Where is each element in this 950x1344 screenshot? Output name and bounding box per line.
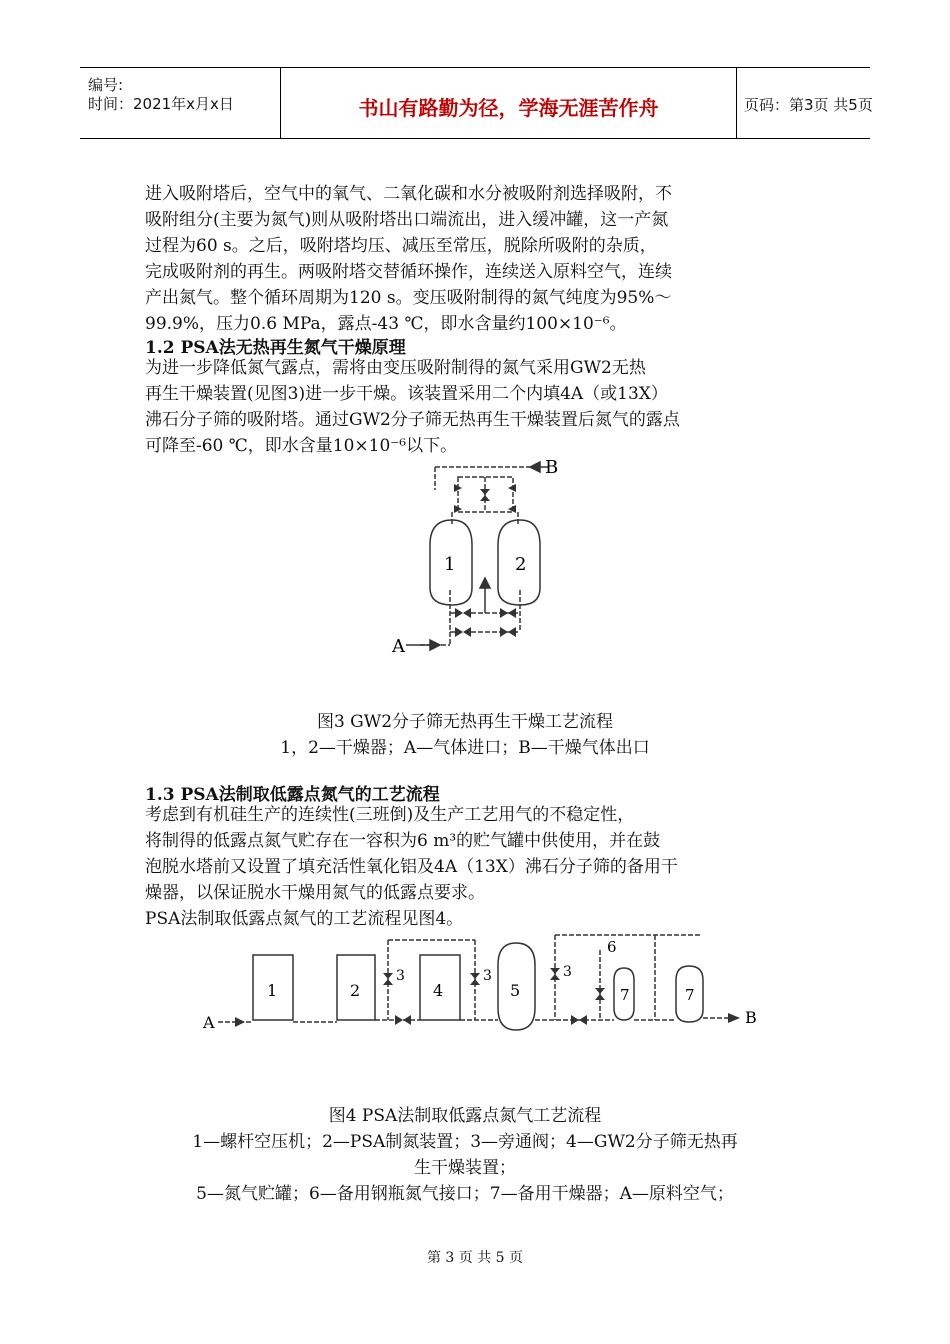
fig4-label-7b: 7 — [685, 986, 695, 1004]
page-label: 页码：第3页 共5页 — [744, 96, 873, 114]
fig3-caption: 图3 GW2分子筛无热再生干燥工艺流程 — [316, 712, 614, 732]
heading-1-2: 1.2 PSA法无热再生氮气干燥原理 — [145, 338, 406, 358]
fig3-legend: 1，2—干燥器；A—气体进口；B—干燥气体出口 — [280, 738, 650, 758]
header-left-cell — [80, 68, 280, 138]
para1-line: 进入吸附塔后，空气中的氧气、二氧化碳和水分被吸附剂选择吸附，不 — [145, 184, 672, 204]
fig3-tower-1-label: 1 — [444, 554, 456, 575]
para1-line: 过程为60 s。之后，吸附塔均压、减压至常压，脱除所吸附的杂质， — [145, 236, 657, 256]
para3-line: PSA法制取低露点氮气的工艺流程见图4。 — [145, 909, 464, 929]
fig3-inlet-label: A — [392, 636, 405, 657]
fig4-legend-line: 5—氮气贮罐；6—备用钢瓶氮气接口；7—备用干燥器；A—原料空气； — [196, 1184, 734, 1204]
fig3-tower-2-label: 2 — [515, 554, 527, 575]
fig4-label-2: 2 — [350, 981, 361, 1000]
para1-line: 99.9%，压力0.6 MPa，露点-43 ℃，即水含量约100×10⁻⁶。 — [145, 314, 627, 334]
para3-line: 泡脱水塔前又设置了填充活性氧化铝及4A（13X）沸石分子筛的备用干 — [145, 857, 678, 877]
para1-line: 产出氮气。整个循环周期为120 s。变压吸附制得的氮气纯度为95%～ — [145, 288, 672, 308]
date-label: 时间：2021年x月x日 — [88, 95, 234, 113]
para3-line: 将制得的低露点氮气贮存在一容积为6 m³的贮气罐中供使用，并在鼓 — [145, 831, 661, 851]
fig4-label-5: 5 — [510, 981, 521, 1000]
motto: 书山有路勤为径，学海无涯苦作舟 — [358, 96, 659, 120]
para1-line: 完成吸附剂的再生。两吸附塔交替循环操作，连续送入原料空气，连续 — [145, 262, 672, 282]
fig4-legend-line: 生干燥装置； — [414, 1158, 516, 1178]
fig4-legend-line: 1—螺杆空压机；2—PSA制氮装置；3—旁通阀；4—GW2分子筛无热再 — [192, 1132, 738, 1152]
para2-line: 再生干燥装置(见图3)进一步干燥。该装置采用二个内填4A（或13X） — [145, 384, 668, 404]
para3-line: 考虑到有机硅生产的连续性(三班倒)及生产工艺用气的不稳定性， — [145, 805, 635, 825]
fig4-outlet-label: B — [745, 1008, 757, 1027]
para1-line: 吸附组分(主要为氮气)则从吸附塔出口端流出，进入缓冲罐，这一产氮 — [145, 210, 669, 230]
fig4-inlet-label: A — [203, 1013, 215, 1032]
fig4-label-4: 4 — [433, 981, 444, 1000]
para2-line: 可降至-60 ℃，即水含量10×10⁻⁶以下。 — [145, 436, 458, 456]
heading-1-3: 1.3 PSA法制取低露点氮气的工艺流程 — [145, 785, 440, 805]
page-footer: 第 3 页 共 5 页 — [426, 1250, 524, 1266]
fig4-label-7a: 7 — [620, 986, 630, 1004]
fig4-label-1: 1 — [267, 981, 278, 1000]
fig3-outlet-label: B — [545, 457, 559, 478]
para3-line: 燥器，以保证脱水干燥用氮气的低露点要求。 — [145, 883, 485, 903]
number-label: 编号: — [88, 76, 124, 94]
page-header — [80, 67, 873, 139]
fig4-label-3a: 3 — [396, 968, 405, 984]
fig4-label-3b: 3 — [483, 968, 492, 984]
header-motto-cell — [280, 68, 737, 138]
fig4-label-6: 6 — [607, 938, 617, 956]
para2-line: 沸石分子筛的吸附塔。通过GW2分子筛无热再生干燥装置后氮气的露点 — [145, 410, 680, 430]
para2-line: 为进一步降低氮气露点，需将由变压吸附制得的氮气采用GW2无热 — [145, 358, 646, 378]
fig4-caption: 图4 PSA法制取低露点氮气工艺流程 — [328, 1106, 602, 1126]
fig4-label-3c: 3 — [563, 964, 572, 980]
header-right-cell — [736, 68, 873, 138]
